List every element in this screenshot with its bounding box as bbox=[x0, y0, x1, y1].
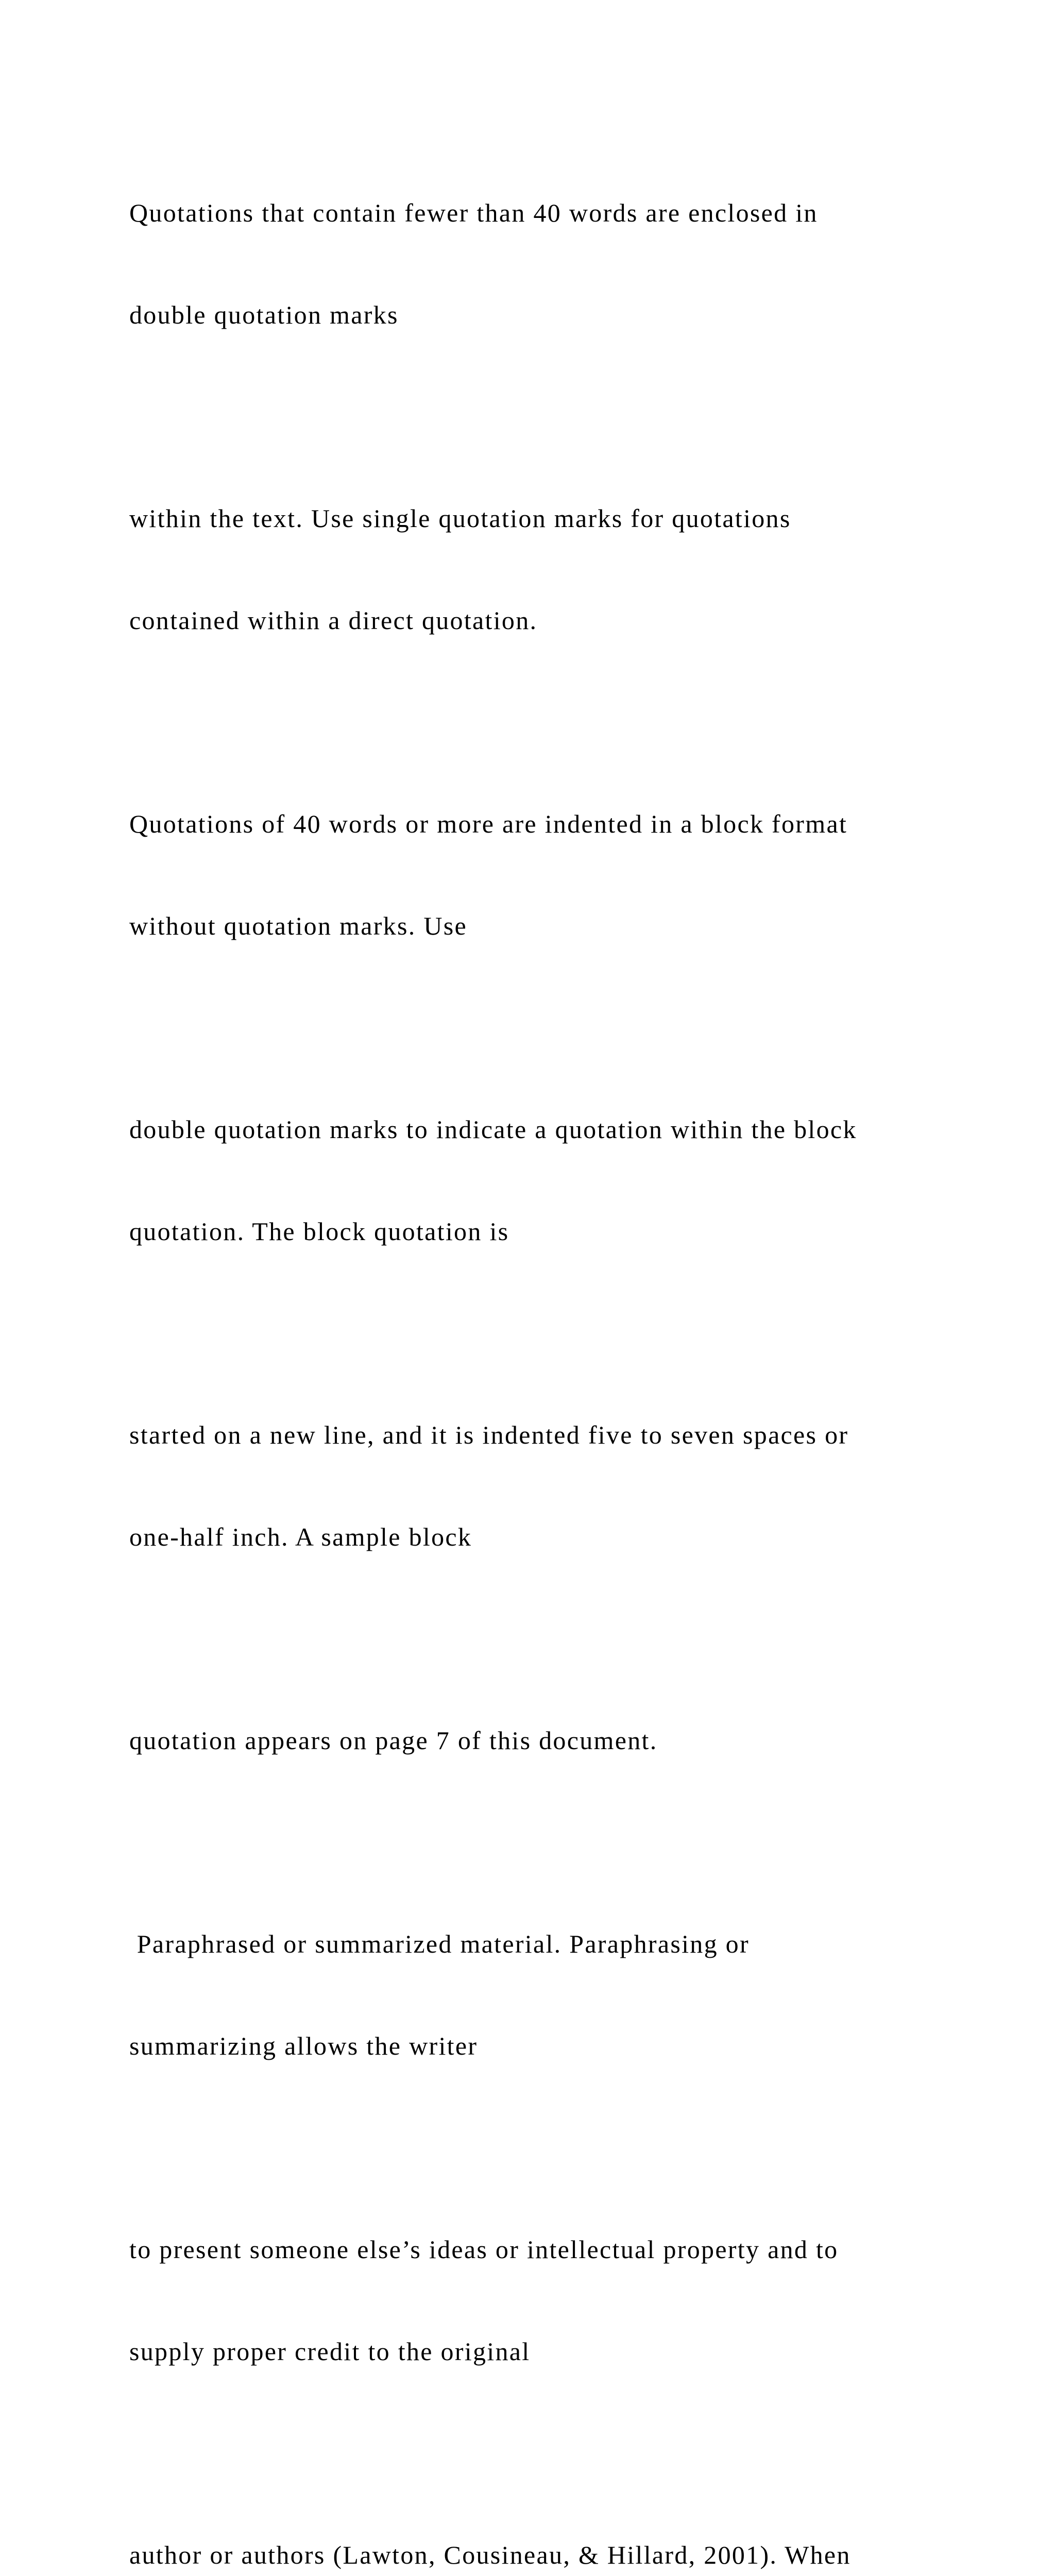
text-line: to present someone else’s ideas or intellectual property and to bbox=[129, 2235, 839, 2264]
text-line: author or authors (Lawton, Cousineau, & Hillard, 2001). When bbox=[129, 2540, 851, 2569]
text-line: one-half inch. A sample block bbox=[129, 1522, 472, 1551]
text-line: double quotation marks to indicate a quotation within the block bbox=[129, 1115, 857, 1144]
text-line: quotation appears on page 7 of this document. bbox=[129, 1726, 658, 1755]
paragraph bbox=[129, 1655, 964, 1825]
paragraph bbox=[129, 1350, 964, 1622]
text-line: without quotation marks. Use bbox=[129, 911, 468, 940]
paragraph bbox=[129, 2470, 964, 2576]
text-line: Paraphrased or summarized material. Paraphrasing or bbox=[129, 1929, 750, 1958]
paragraph bbox=[129, 1044, 964, 1316]
text-line: started on a new line, and it is indented five to seven spaces or bbox=[129, 1420, 849, 1449]
text-line: supply proper credit to the original bbox=[129, 2337, 531, 2366]
text-line: quotation. The block quotation is bbox=[129, 1217, 509, 1246]
paragraph bbox=[129, 1859, 964, 2131]
text-line: summarizing allows the writer bbox=[129, 2031, 478, 2060]
paragraph bbox=[129, 2164, 964, 2436]
text-line: within the text. Use single quotation marks for quotations bbox=[129, 504, 791, 533]
body-text bbox=[129, 128, 964, 2576]
text-line: Quotations that contain fewer than 40 words are enclosed in bbox=[129, 198, 818, 227]
paragraph bbox=[129, 128, 964, 400]
text-line: Quotations of 40 words or more are indented in a block format bbox=[129, 809, 848, 838]
text-line: double quotation marks bbox=[129, 300, 399, 329]
paragraph bbox=[129, 739, 964, 1011]
text-line: contained within a direct quotation. bbox=[129, 606, 538, 635]
paragraph bbox=[129, 433, 964, 705]
